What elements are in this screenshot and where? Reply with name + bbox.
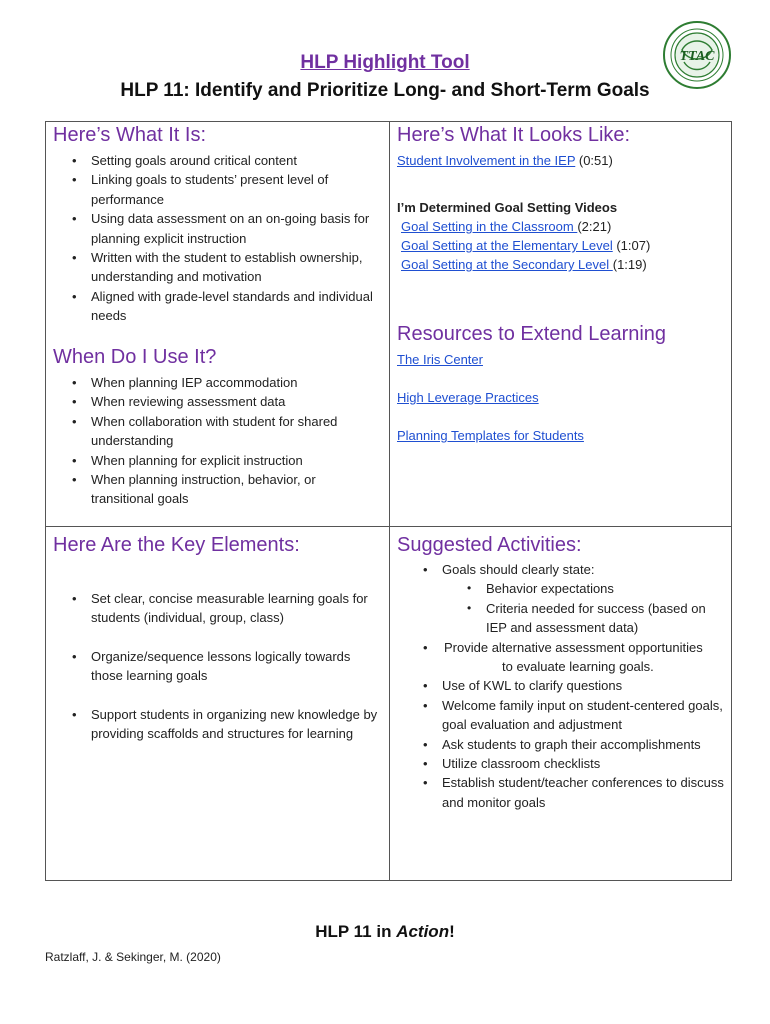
activities-block <box>416 560 726 812</box>
video-item <box>401 236 650 255</box>
list-item: • When planning IEP accommodation <box>65 373 380 392</box>
list-item: • Setting goals around critical content <box>65 151 380 170</box>
looks-like-heading: Here’s What It Looks Like: <box>397 124 631 146</box>
action-suffix: ! <box>449 922 455 941</box>
goals-sublist <box>442 579 726 637</box>
action-emphasis: Action <box>396 922 450 941</box>
high-leverage-practices-link[interactable]: High Leverage Practices <box>397 390 539 405</box>
list-item: • Organize/sequence lessons logically towards those learning goals <box>65 647 380 686</box>
grid-divider-vertical <box>389 121 390 881</box>
list-item: • Linking goals to students’ present level of performance <box>65 170 380 209</box>
videos-heading: I’m Determined Goal Setting Videos <box>397 200 618 215</box>
list-item: • Welcome family input on student-centered goals, goal evaluation and adjustment <box>416 696 726 735</box>
list-item <box>416 560 726 638</box>
video-item <box>401 217 650 236</box>
goal-setting-classroom-link[interactable]: Goal Setting in the Classroom <box>401 219 578 234</box>
list-item: • Establish student/teacher conferences to discuss and monitor goals <box>416 773 726 812</box>
list-item: • Written with the student to establish ownership, understanding and motivation <box>65 248 380 287</box>
ttac-logo <box>662 20 732 90</box>
page-subtitle: HLP 11: Identify and Prioritize Long- and Short-Term Goals <box>120 80 650 101</box>
list-item: • Utilize classroom checklists <box>416 754 726 773</box>
goals-intro: Goals should clearly state: <box>442 562 595 577</box>
resources-heading: Resources to Extend Learning <box>397 323 667 345</box>
video-duration: (1:19) <box>612 257 647 272</box>
video-list <box>401 217 650 274</box>
sub-list-item: • Criteria needed for success (based on IEP and assessment data) <box>460 599 726 638</box>
list-item: • When planning for explicit instruction <box>65 451 380 470</box>
list-item: • Ask students to graph their accomplishments <box>416 735 726 754</box>
list-item: • When collaboration with student for shared understanding <box>65 412 380 451</box>
sub-list-item: • Behavior expectations <box>460 579 726 598</box>
video-duration: (0:51) <box>575 153 613 168</box>
key-elements-list <box>65 589 380 743</box>
goal-setting-secondary-link[interactable]: Goal Setting at the Secondary Level <box>401 257 613 272</box>
what-it-is-heading: Here’s What It Is: <box>53 124 207 146</box>
list-item <box>416 638 726 677</box>
list-item: • Support students in organizing new knowledge by providing scaffolds and structures for learning <box>65 705 380 744</box>
video-student-involvement <box>397 151 613 170</box>
when-use-list <box>65 373 380 509</box>
action-prefix: HLP 11 in <box>315 922 397 941</box>
hlp-in-action-title <box>0 922 770 942</box>
video-duration: (1:07) <box>612 238 651 253</box>
citation: Ratzlaff, J. & Sekinger, M. (2020) <box>45 950 221 964</box>
iris-center-link[interactable]: The Iris Center <box>397 352 483 367</box>
list-item: • Using data assessment on an on-going basis for planning explicit instruction <box>65 209 380 248</box>
list-item: • Use of KWL to clarify questions <box>416 676 726 695</box>
video-item <box>401 255 650 274</box>
what-it-is-list <box>65 151 380 326</box>
alt-assessment-line2: to evaluate learning goals. <box>502 659 654 675</box>
page-title: HLP Highlight Tool <box>300 52 470 73</box>
student-involvement-link[interactable]: Student Involvement in the IEP <box>397 153 576 168</box>
list-item: • When planning instruction, behavior, or transitional goals <box>65 470 380 509</box>
when-use-heading: When Do I Use It? <box>53 346 217 368</box>
list-item: • Aligned with grade-level standards and individual needs <box>65 287 380 326</box>
activities-list <box>416 560 726 812</box>
video-duration: (2:21) <box>577 219 612 234</box>
activities-heading: Suggested Activities: <box>397 534 582 556</box>
logo-text: TTAC <box>679 49 715 64</box>
list-item: • Set clear, concise measurable learning goals for students (individual, group, class) <box>65 589 380 628</box>
list-item: • When reviewing assessment data <box>65 392 380 411</box>
goal-setting-elementary-link[interactable]: Goal Setting at the Elementary Level <box>401 238 613 253</box>
grid-divider-horizontal <box>45 526 732 527</box>
planning-templates-link[interactable]: Planning Templates for Students <box>397 428 584 443</box>
alt-assessment-line1: • Provide alternative assessment opportunities <box>444 639 703 655</box>
key-elements-heading: Here Are the Key Elements: <box>53 534 300 556</box>
